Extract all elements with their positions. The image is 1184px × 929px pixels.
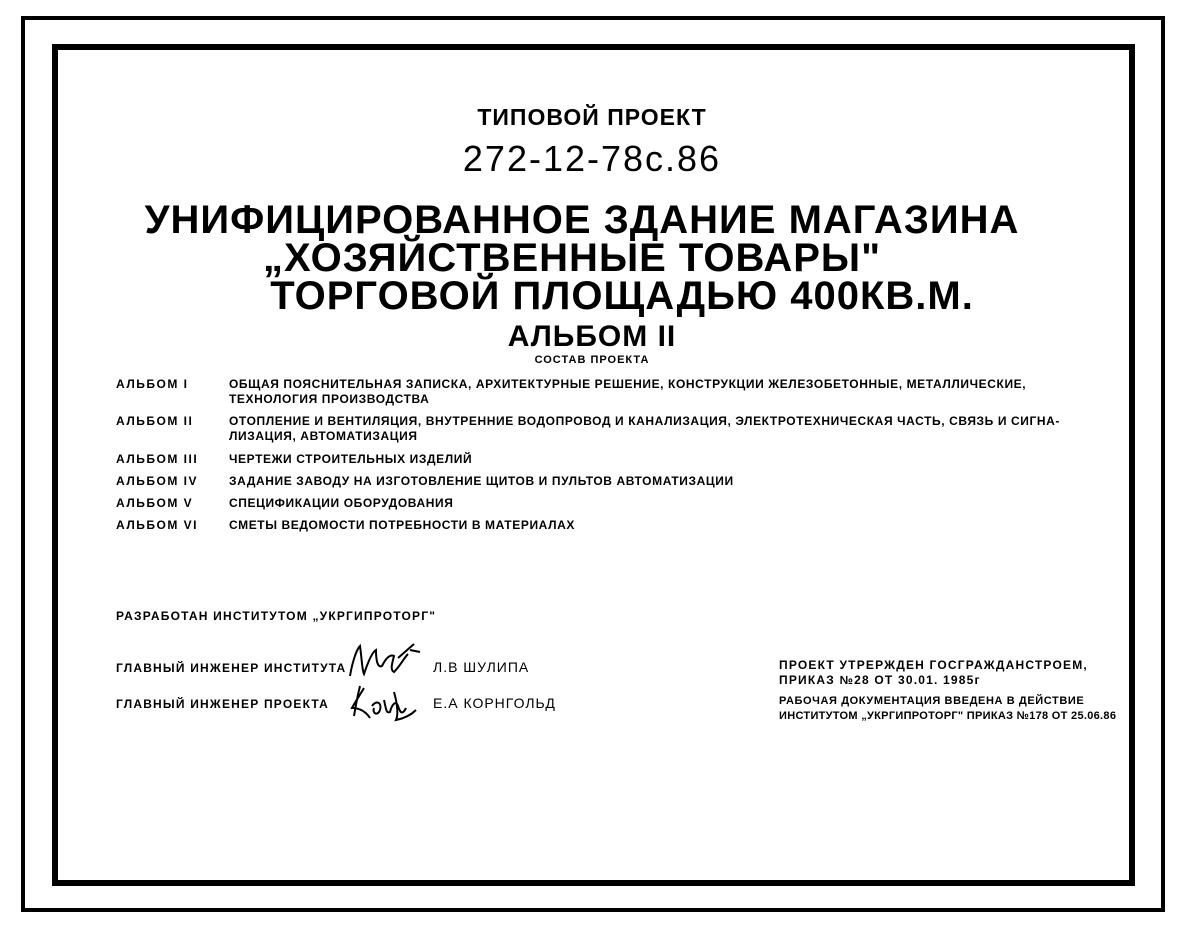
album-2-line-1: ОТОПЛЕНИЕ И ВЕНТИЛЯЦИЯ, ВНУТРЕННИЕ ВОДОПРОВОД И КАНАЛИЗАЦИЯ, ЭЛЕКТРОТЕХНИЧЕСКАЯ ЧАСТЬ, СВЯЗЬ И СИГНА- bbox=[229, 414, 1061, 428]
album-4-desc: ЗАДАНИЕ ЗАВОДУ НА ИЗГОТОВЛЕНИЕ ЩИТОВ И ПУЛЬТОВ АВТОМАТИЗАЦИИ bbox=[229, 474, 734, 488]
album-6-desc: СМЕТЫ ВЕДОМОСТИ ПОТРЕБНОСТИ В МАТЕРИАЛАХ bbox=[229, 518, 575, 532]
project-type: ТИПОВОЙ ПРОЕКТ bbox=[477, 104, 707, 130]
album-3-label: АЛЬБОМ III bbox=[116, 452, 199, 466]
chief-engineer-project-label: ГЛАВНЫЙ ИНЖЕНЕР ПРОЕКТА bbox=[116, 697, 330, 711]
album-number: АЛЬБОМ II bbox=[507, 320, 677, 353]
approval-line-2: ПРИКАЗ №28 ОТ 30.01. 1985г bbox=[779, 673, 981, 687]
album-2-desc bbox=[229, 414, 1060, 444]
album-1-label: АЛЬБОМ I bbox=[116, 377, 189, 391]
album-1-desc bbox=[229, 377, 1026, 407]
album-5-desc: СПЕЦИФИКАЦИИ ОБОРУДОВАНИЯ bbox=[229, 496, 454, 510]
album-4-label: АЛЬБОМ IV bbox=[116, 474, 198, 488]
chief-engineer-institute-label: ГЛАВНЫЙ ИНЖЕНЕР ИНСТИТУТА bbox=[116, 661, 347, 675]
title-line-3: ТОРГОВОЙ ПЛОЩАДЬЮ 400КВ.М. bbox=[270, 274, 974, 318]
composition-heading: СОСТАВ ПРОЕКТА bbox=[534, 354, 650, 366]
album-3-desc: ЧЕРТЕЖИ СТРОИТЕЛЬНЫХ ИЗДЕЛИЙ bbox=[229, 452, 473, 466]
approval-line-1: ПРОЕКТ УТРЕРЖДЕН ГОСГРАЖДАНСТРОЕМ, bbox=[779, 658, 1088, 672]
workdoc-line-1: РАБОЧАЯ ДОКУМЕНТАЦИЯ ВВЕДЕНА В ДЕЙСТВИЕ bbox=[779, 695, 1085, 707]
project-number: 272-12-78с.86 bbox=[462, 138, 722, 179]
album-1-line-2: ТЕХНОЛОГИЯ ПРОИЗВОДСТВА bbox=[229, 392, 430, 406]
album-5-label: АЛЬБОМ V bbox=[116, 496, 194, 510]
album-2-line-2: ЛИЗАЦИЯ, АВТОМАТИЗАЦИЯ bbox=[229, 429, 418, 443]
developed-by: РАЗРАБОТАН ИНСТИТУТОМ „УКРГИПРОТОРГ" bbox=[116, 609, 437, 623]
album-2-label: АЛЬБОМ II bbox=[116, 414, 194, 428]
signature-korngold-icon bbox=[336, 678, 422, 724]
workdoc-line-2: ИНСТИТУТОМ „УКРГИПРОТОРГ" ПРИКАЗ №178 ОТ 25.06.86 bbox=[779, 710, 1117, 722]
album-1-line-1: ОБЩАЯ ПОЯСНИТЕЛЬНАЯ ЗАПИСКА, АРХИТЕКТУРНЫЕ РЕШЕНИЕ, КОНСТРУКЦИИ ЖЕЛЕЗОБЕТОННЫЕ, МЕТАЛЛИЧЕСКИЕ, bbox=[229, 377, 1027, 391]
signature-shulipa-icon bbox=[338, 636, 424, 684]
chief-engineer-institute-name: Л.В ШУЛИПА bbox=[433, 659, 530, 675]
chief-engineer-project-name: Е.А КОРНГОЛЬД bbox=[433, 695, 556, 711]
album-6-label: АЛЬБОМ VI bbox=[116, 518, 198, 532]
title-line-2: „ХОЗЯЙСТВЕННЫЕ ТОВАРЫ" bbox=[262, 236, 882, 280]
title-line-1: УНИФИЦИРОВАННОЕ ЗДАНИЕ МАГАЗИНА bbox=[144, 198, 1020, 242]
